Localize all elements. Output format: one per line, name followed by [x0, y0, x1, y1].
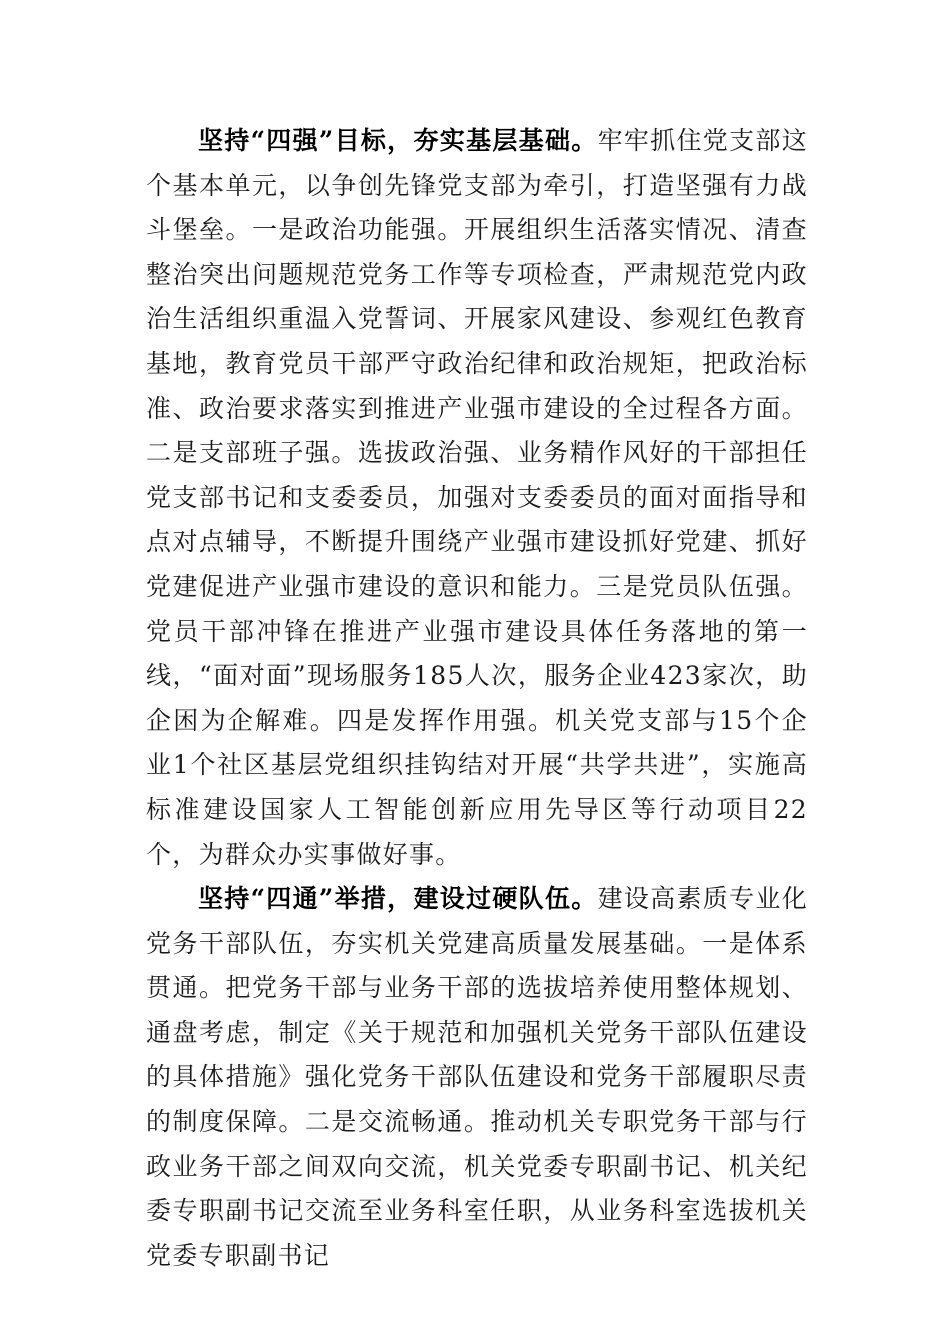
- paragraph-four-strong: [146, 119, 808, 877]
- paragraph-text: 建设高素质专业化党务干部队伍，夯实机关党建高质量发展基础。一是体系贯通。把党务干部与业务干部的选拔培养使用整体规划、通盘考虑，制定《关于规范和加强机关党务干部队伍建设的具体措施》强化党务干部队伍建设和党务干部履职尽责的制度保障。二是交流畅通。推动机关专职党务干部与行政业务干部之间双向交流，机关党委专职副书记、机关纪委专职副书记交流至业务科室任职，从业务科室选拔机关党委专职副书记: [146, 884, 809, 1270]
- paragraph-heading: 坚持“四强”目标，夯实基层基础。: [198, 126, 598, 155]
- paragraph-four-through: [146, 877, 808, 1278]
- document-body: [146, 119, 808, 1278]
- paragraph-text: 牢牢抓住党支部这个基本单元，以争创先锋党支部为牵引，打造坚强有力战斗堡垒。一是政治功能强。开展组织生活落实情况、清查整治突出问题规范党务工作等专项检查，严肃规范党内政治生活组织重温入党誓词、开展家风建设、参观红色教育基地，教育党员干部严守政治纪律和政治规矩，把政治标准、政治要求落实到推进产业强市建设的全过程各方面。二是支部班子强。选拔政治强、业务精作风好的干部担任党支部书记和支委委员，加强对支委委员的面对面指导和点对点辅导，不断提升围绕产业强市建设抓好党建、抓好党建促进产业强市建设的意识和能力。三是党员队伍强。党员干部冲锋在推进产业强市建设具体任务落地的第一线，“面对面”现场服务185人次，服务企业423家次，助企困为企解难。四是发挥作用强。机关党支部与15个企业1个社区基层党组织挂钩结对开展“共学共进”，实施高标准建设国家人工智能创新应用先导区等行动项目22个，为群众办实事做好事。: [146, 126, 809, 869]
- paragraph-heading: 坚持“四通”举措，建设过硬队伍。: [198, 884, 598, 914]
